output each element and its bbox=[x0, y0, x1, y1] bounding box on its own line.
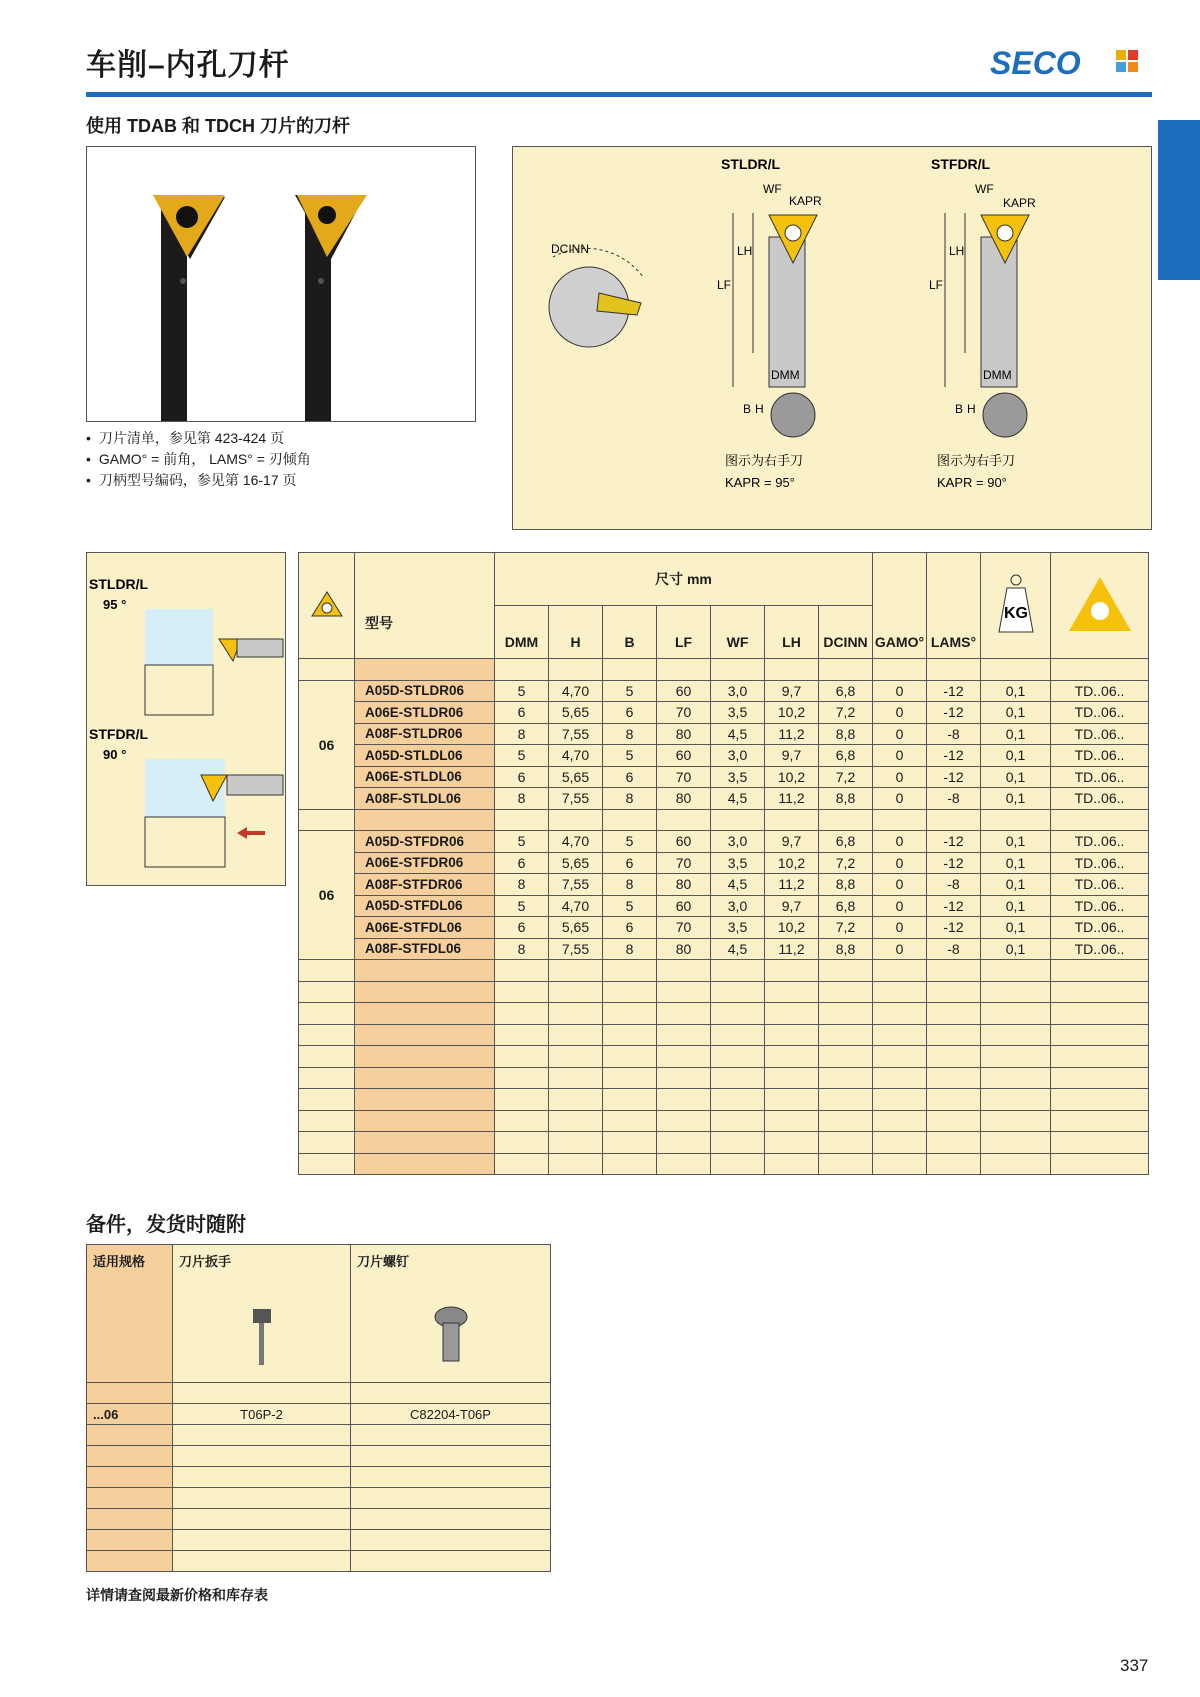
value-cell: 7,2 bbox=[819, 766, 873, 788]
table-row bbox=[299, 745, 1149, 767]
value-cell: 6 bbox=[603, 852, 657, 874]
value-cell: 4,5 bbox=[711, 874, 765, 896]
value-cell: TD..06.. bbox=[1051, 723, 1149, 745]
table-row bbox=[299, 788, 1149, 810]
value-cell: -8 bbox=[927, 788, 981, 810]
side-top-label: STLDR/L bbox=[89, 576, 149, 592]
value-cell: 5 bbox=[495, 745, 549, 767]
value-cell: 7,55 bbox=[549, 788, 603, 810]
value-cell: 70 bbox=[657, 766, 711, 788]
value-cell: TD..06.. bbox=[1051, 917, 1149, 939]
value-cell: 10,2 bbox=[765, 702, 819, 724]
value-cell: 4,70 bbox=[549, 895, 603, 917]
right-kapr: KAPR = 90° bbox=[937, 475, 1007, 490]
value-cell: 0 bbox=[873, 745, 927, 767]
value-cell: 10,2 bbox=[765, 852, 819, 874]
value-cell: 8,8 bbox=[819, 723, 873, 745]
value-cell: 3,5 bbox=[711, 852, 765, 874]
value-cell: 8 bbox=[495, 938, 549, 960]
insert-shape-icon bbox=[308, 588, 346, 620]
model-cell: A05D-STLDR06 bbox=[355, 680, 495, 702]
value-cell: TD..06.. bbox=[1051, 788, 1149, 810]
value-cell: 9,7 bbox=[765, 895, 819, 917]
value-cell: 7,55 bbox=[549, 874, 603, 896]
model-cell: A08F-STLDR06 bbox=[355, 723, 495, 745]
value-cell: TD..06.. bbox=[1051, 895, 1149, 917]
value-cell: 4,5 bbox=[711, 788, 765, 810]
value-cell: 5 bbox=[603, 745, 657, 767]
side-bottom-angle: 90 ° bbox=[103, 747, 127, 762]
value-cell: 60 bbox=[657, 680, 711, 702]
value-cell: 7,55 bbox=[549, 938, 603, 960]
value-cell: 4,70 bbox=[549, 831, 603, 853]
value-cell: 6,8 bbox=[819, 895, 873, 917]
value-cell: 0 bbox=[873, 702, 927, 724]
col-lh: LH bbox=[765, 606, 819, 659]
stfdr-title: STFDR/L bbox=[931, 156, 991, 172]
value-cell: -8 bbox=[927, 938, 981, 960]
product-table bbox=[298, 552, 1149, 1175]
col-lf: LF bbox=[657, 606, 711, 659]
technical-diagram bbox=[512, 146, 1152, 530]
value-cell: 8 bbox=[495, 788, 549, 810]
value-cell: 0,1 bbox=[981, 852, 1051, 874]
size-cell: 06 bbox=[299, 831, 355, 960]
side-tab bbox=[1158, 120, 1200, 280]
screw-icon bbox=[431, 1305, 471, 1369]
value-cell: -8 bbox=[927, 874, 981, 896]
notes-list bbox=[86, 428, 311, 491]
value-cell: 60 bbox=[657, 895, 711, 917]
acc-header-size: 适用规格 bbox=[87, 1245, 173, 1383]
lf-label: LF bbox=[717, 278, 732, 292]
page-title: 车削–内孔刀杆 bbox=[86, 49, 290, 82]
acc-screw-value: C82204-T06P bbox=[351, 1404, 551, 1425]
value-cell: 3,5 bbox=[711, 702, 765, 724]
value-cell: 6 bbox=[603, 917, 657, 939]
page-number: 337 bbox=[1120, 1656, 1149, 1675]
value-cell: 8 bbox=[495, 874, 549, 896]
value-cell: -12 bbox=[927, 831, 981, 853]
value-cell: 9,7 bbox=[765, 831, 819, 853]
value-cell: 0 bbox=[873, 723, 927, 745]
model-cell: A05D-STFDR06 bbox=[355, 831, 495, 853]
footer-note: 详情请查阅最新价格和库存表 bbox=[86, 1587, 268, 1603]
value-cell: 5,65 bbox=[549, 766, 603, 788]
value-cell: 8 bbox=[603, 788, 657, 810]
value-cell: 6 bbox=[603, 766, 657, 788]
value-cell: 9,7 bbox=[765, 680, 819, 702]
value-cell: 60 bbox=[657, 831, 711, 853]
h-label-right: H bbox=[967, 402, 976, 416]
value-cell: 0 bbox=[873, 766, 927, 788]
value-cell: 6 bbox=[495, 766, 549, 788]
value-cell: 7,55 bbox=[549, 723, 603, 745]
value-cell: 0 bbox=[873, 788, 927, 810]
accessories-title: 备件，发货时随附 bbox=[86, 1214, 246, 1236]
value-cell: 0,1 bbox=[981, 831, 1051, 853]
value-cell: 11,2 bbox=[765, 938, 819, 960]
col-h: H bbox=[549, 606, 603, 659]
value-cell: -12 bbox=[927, 680, 981, 702]
value-cell: 3,5 bbox=[711, 766, 765, 788]
model-header: 型号 bbox=[355, 553, 495, 659]
value-cell: 10,2 bbox=[765, 917, 819, 939]
value-cell: -12 bbox=[927, 702, 981, 724]
dmm-label-right: DMM bbox=[983, 368, 1012, 382]
note-item: • 刀片清单，参见第 423-424 页 bbox=[86, 428, 311, 449]
note-item: • GAMO° = 前角， LAMS° = 刃倾角 bbox=[86, 449, 311, 470]
value-cell: 4,70 bbox=[549, 680, 603, 702]
kg-label: KG bbox=[1003, 605, 1028, 622]
value-cell: TD..06.. bbox=[1051, 874, 1149, 896]
value-cell: 3,0 bbox=[711, 895, 765, 917]
side-illustration bbox=[86, 552, 286, 886]
value-cell: TD..06.. bbox=[1051, 938, 1149, 960]
b-label-right: B bbox=[955, 402, 964, 416]
note-item: • 刀柄型号编码，参见第 16-17 页 bbox=[86, 470, 311, 491]
value-cell: 5 bbox=[495, 680, 549, 702]
accessories-table bbox=[86, 1244, 551, 1572]
value-cell: TD..06.. bbox=[1051, 702, 1149, 724]
weight-icon bbox=[989, 572, 1043, 636]
value-cell: 80 bbox=[657, 874, 711, 896]
model-cell: A06E-STLDR06 bbox=[355, 702, 495, 724]
lh-label: LH bbox=[737, 244, 753, 258]
value-cell: 8,8 bbox=[819, 788, 873, 810]
seco-logo bbox=[990, 44, 1150, 80]
value-cell: 6 bbox=[495, 702, 549, 724]
value-cell: 11,2 bbox=[765, 723, 819, 745]
table-row bbox=[299, 895, 1149, 917]
model-cell: A06E-STFDR06 bbox=[355, 852, 495, 874]
value-cell: 0,1 bbox=[981, 788, 1051, 810]
value-cell: 11,2 bbox=[765, 788, 819, 810]
col-b: B bbox=[603, 606, 657, 659]
value-cell: 8,8 bbox=[819, 938, 873, 960]
value-cell: 6,8 bbox=[819, 680, 873, 702]
kapr-label-right: KAPR bbox=[1003, 196, 1036, 210]
dims-header: 尺寸 mm bbox=[495, 553, 873, 606]
value-cell: 5,65 bbox=[549, 702, 603, 724]
left-caption: 图示为右手刀 bbox=[725, 453, 804, 468]
lf-label-right: LF bbox=[929, 278, 944, 292]
col-wf: WF bbox=[711, 606, 765, 659]
value-cell: 6 bbox=[495, 852, 549, 874]
value-cell: 0,1 bbox=[981, 895, 1051, 917]
model-cell: A06E-STLDL06 bbox=[355, 766, 495, 788]
value-cell: 0 bbox=[873, 680, 927, 702]
side-top-angle: 95 ° bbox=[103, 597, 127, 612]
value-cell: 10,2 bbox=[765, 766, 819, 788]
header-rule bbox=[86, 92, 1152, 97]
value-cell: -8 bbox=[927, 723, 981, 745]
value-cell: 8,8 bbox=[819, 874, 873, 896]
product-photo bbox=[86, 146, 476, 422]
value-cell: 3,0 bbox=[711, 745, 765, 767]
value-cell: 8 bbox=[495, 723, 549, 745]
acc-wrench-value: T06P-2 bbox=[173, 1404, 351, 1425]
value-cell: 5 bbox=[603, 680, 657, 702]
value-cell: -12 bbox=[927, 852, 981, 874]
lh-label-right: LH bbox=[949, 244, 965, 258]
value-cell: 0,1 bbox=[981, 723, 1051, 745]
value-cell: 0,1 bbox=[981, 680, 1051, 702]
model-cell: A08F-STFDR06 bbox=[355, 874, 495, 896]
acc-size-value: ...06 bbox=[87, 1404, 173, 1425]
value-cell: 0 bbox=[873, 938, 927, 960]
table-row bbox=[299, 852, 1149, 874]
value-cell: 8 bbox=[603, 938, 657, 960]
wf-label-right: WF bbox=[975, 182, 994, 196]
kapr-label: KAPR bbox=[789, 194, 822, 208]
wf-label: WF bbox=[763, 182, 782, 196]
dcinn-label: DCINN bbox=[551, 242, 589, 256]
value-cell: 7,2 bbox=[819, 702, 873, 724]
table-row bbox=[299, 723, 1149, 745]
table-row bbox=[299, 702, 1149, 724]
value-cell: TD..06.. bbox=[1051, 680, 1149, 702]
side-bottom-label: STFDR/L bbox=[89, 726, 149, 742]
value-cell: 0,1 bbox=[981, 917, 1051, 939]
table-row bbox=[299, 938, 1149, 960]
value-cell: 5 bbox=[495, 831, 549, 853]
table-row bbox=[299, 917, 1149, 939]
value-cell: 0 bbox=[873, 874, 927, 896]
value-cell: 70 bbox=[657, 852, 711, 874]
section-subtitle: 使用 TDAB 和 TDCH 刀片的刀杆 bbox=[86, 116, 350, 136]
value-cell: 60 bbox=[657, 745, 711, 767]
value-cell: 5 bbox=[603, 831, 657, 853]
value-cell: 4,70 bbox=[549, 745, 603, 767]
value-cell: 4,5 bbox=[711, 723, 765, 745]
value-cell: 5 bbox=[495, 895, 549, 917]
value-cell: 11,2 bbox=[765, 874, 819, 896]
value-cell: 9,7 bbox=[765, 745, 819, 767]
acc-header-screw: 刀片螺钉 bbox=[357, 1254, 410, 1269]
value-cell: TD..06.. bbox=[1051, 852, 1149, 874]
col-gamo: GAMO° bbox=[873, 553, 927, 659]
value-cell: 6 bbox=[603, 702, 657, 724]
model-cell: A05D-STLDL06 bbox=[355, 745, 495, 767]
value-cell: 8 bbox=[603, 723, 657, 745]
wrench-icon bbox=[247, 1305, 277, 1369]
value-cell: 0,1 bbox=[981, 702, 1051, 724]
table-row bbox=[299, 766, 1149, 788]
value-cell: 0 bbox=[873, 895, 927, 917]
value-cell: 7,2 bbox=[819, 917, 873, 939]
value-cell: 6 bbox=[495, 917, 549, 939]
brand-text: SECO bbox=[990, 45, 1081, 80]
value-cell: 0,1 bbox=[981, 766, 1051, 788]
model-cell: A06E-STFDL06 bbox=[355, 917, 495, 939]
left-kapr: KAPR = 95° bbox=[725, 475, 795, 490]
value-cell: 0 bbox=[873, 917, 927, 939]
value-cell: -12 bbox=[927, 917, 981, 939]
col-dmm: DMM bbox=[495, 606, 549, 659]
stldr-title: STLDR/L bbox=[721, 156, 781, 172]
insert-type-icon bbox=[1063, 573, 1137, 635]
value-cell: 0,1 bbox=[981, 745, 1051, 767]
model-cell: A08F-STLDL06 bbox=[355, 788, 495, 810]
h-label: H bbox=[755, 402, 764, 416]
value-cell: 4,5 bbox=[711, 938, 765, 960]
table-row bbox=[299, 874, 1149, 896]
size-cell: 06 bbox=[299, 680, 355, 809]
value-cell: 3,5 bbox=[711, 917, 765, 939]
value-cell: 8 bbox=[603, 874, 657, 896]
value-cell: TD..06.. bbox=[1051, 745, 1149, 767]
value-cell: 6,8 bbox=[819, 831, 873, 853]
value-cell: 6,8 bbox=[819, 745, 873, 767]
value-cell: -12 bbox=[927, 745, 981, 767]
value-cell: TD..06.. bbox=[1051, 831, 1149, 853]
value-cell: 80 bbox=[657, 938, 711, 960]
acc-header-wrench: 刀片扳手 bbox=[179, 1254, 232, 1269]
model-cell: A08F-STFDL06 bbox=[355, 938, 495, 960]
value-cell: 70 bbox=[657, 702, 711, 724]
value-cell: 3,0 bbox=[711, 831, 765, 853]
value-cell: 5,65 bbox=[549, 852, 603, 874]
value-cell: 80 bbox=[657, 788, 711, 810]
value-cell: -12 bbox=[927, 895, 981, 917]
value-cell: 0 bbox=[873, 852, 927, 874]
value-cell: 70 bbox=[657, 917, 711, 939]
value-cell: -12 bbox=[927, 766, 981, 788]
value-cell: 0,1 bbox=[981, 938, 1051, 960]
right-caption: 图示为右手刀 bbox=[937, 453, 1016, 468]
value-cell: 5,65 bbox=[549, 917, 603, 939]
col-lams: LAMS° bbox=[927, 553, 981, 659]
value-cell: 80 bbox=[657, 723, 711, 745]
value-cell: 0,1 bbox=[981, 874, 1051, 896]
dmm-label: DMM bbox=[771, 368, 800, 382]
table-row bbox=[299, 680, 1149, 702]
value-cell: 0 bbox=[873, 831, 927, 853]
value-cell: 3,0 bbox=[711, 680, 765, 702]
value-cell: 5 bbox=[603, 895, 657, 917]
b-label: B bbox=[743, 402, 752, 416]
col-dcinn: DCINN bbox=[819, 606, 873, 659]
value-cell: 7,2 bbox=[819, 852, 873, 874]
model-cell: A05D-STFDL06 bbox=[355, 895, 495, 917]
value-cell: TD..06.. bbox=[1051, 766, 1149, 788]
table-row bbox=[299, 831, 1149, 853]
